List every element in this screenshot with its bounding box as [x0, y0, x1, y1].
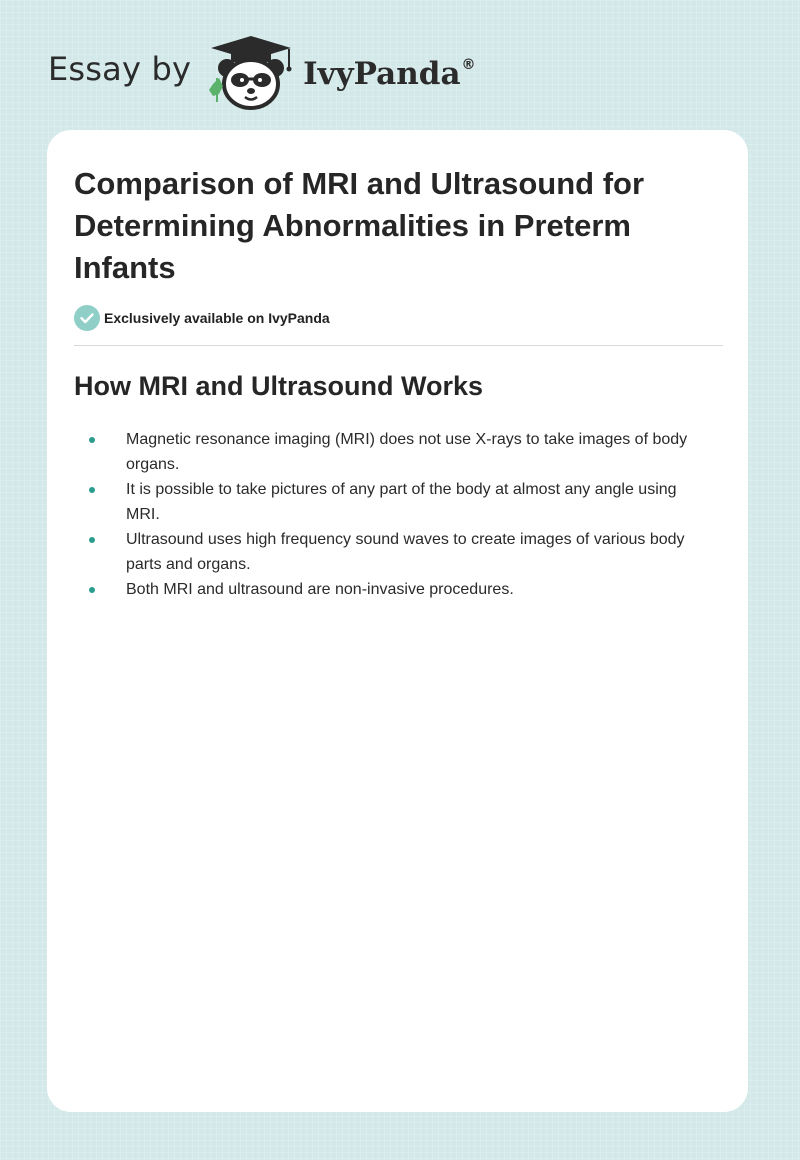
exclusive-label: Exclusively available on IvyPanda	[104, 310, 330, 326]
bullet-dot-icon	[89, 437, 95, 443]
list-item-text: It is possible to take pictures of any part of the body at almost any angle using MRI.	[126, 481, 677, 523]
list-item-text: Both MRI and ultrasound are non-invasive procedures.	[126, 581, 514, 598]
essay-card	[47, 130, 748, 1112]
list-item-text: Ultrasound uses high frequency sound waves to create images of various body parts and organs.	[126, 531, 685, 573]
list-item	[74, 427, 714, 477]
panda-graduate-icon[interactable]	[205, 34, 297, 110]
list-item	[74, 527, 714, 577]
page-title: Comparison of MRI and Ultrasound for Determining Abnormalities in Preterm Infants	[74, 166, 645, 285]
section-heading: How MRI and Ultrasound Works	[74, 371, 484, 401]
bullet-dot-icon	[89, 587, 95, 593]
list-item-text: Magnetic resonance imaging (MRI) does not use X-rays to take images of body organs.	[126, 431, 688, 473]
bullet-dot-icon	[89, 537, 95, 543]
brand-name[interactable]: IvyPanda®	[303, 56, 476, 92]
registered-mark: ®	[461, 56, 476, 73]
exclusive-badge	[74, 305, 330, 331]
divider	[74, 345, 723, 346]
bullet-dot-icon	[89, 487, 95, 493]
list-item	[74, 577, 714, 602]
brand-prefix: Essay by	[48, 50, 192, 88]
bullet-list	[74, 427, 714, 602]
list-item	[74, 477, 714, 527]
site-header	[48, 34, 476, 110]
check-circle-icon	[74, 305, 100, 331]
